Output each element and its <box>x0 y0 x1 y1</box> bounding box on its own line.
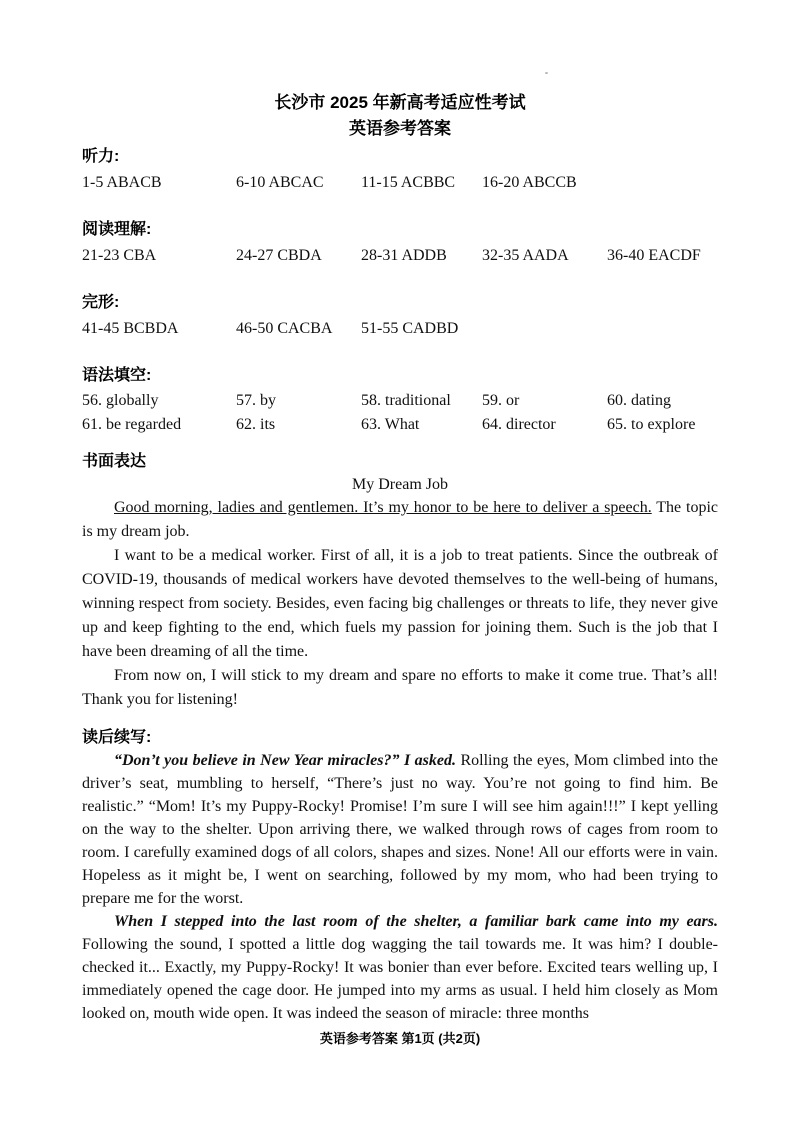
answer-cell: 24-27 CBDA <box>236 247 322 264</box>
answer-cell: 57. by <box>236 392 276 409</box>
answer-cell: 60. dating <box>607 392 671 409</box>
section-heading-listening: 听力: <box>82 148 120 165</box>
answer-row <box>82 318 718 340</box>
answer-cell <box>482 318 607 340</box>
answer-cell: 62. its <box>236 416 276 433</box>
answer-cell: 11-15 ACBBC <box>361 174 456 191</box>
section-heading-grammar: 语法填空: <box>82 367 152 384</box>
answer-cell: 65. to explore <box>607 416 696 433</box>
bold-italic-lead-2: When I stepped into the last room of the shelter, a familiar bark came into my ears. <box>114 913 718 930</box>
essay-paragraph-1 <box>82 496 718 544</box>
answer-row <box>82 389 718 413</box>
continuation-paragraph-1-rest: Rolling the eyes, Mom climbed into the driver’s seat, mumbling to herself, “There’s just no way. You’re not going to find him. Be realistic.” “Mom! It’s my Puppy-Rocky! Promise! I’m sure I will see him again!!!” I kept yelling on the way to the shelter. Upon arriving there, we walked through rows of cages from room to room. I carefully examined dogs of all colors, shapes and sizes. None! All our efforts were in vain. Hopeless as it might be, I went on searching, followed by my mom, who had been trying to prepare me for the worst. <box>82 752 718 907</box>
answer-row <box>82 413 718 437</box>
essay-paragraph-1-rest: The topic is my dream job. <box>82 499 719 540</box>
answer-cell: 41-45 BCBDA <box>82 320 179 337</box>
answer-cell: 36-40 EACDF <box>607 247 701 264</box>
doc-subtitle: 英语参考答案 <box>349 119 451 138</box>
answer-cell <box>607 172 718 194</box>
answer-cell: 61. be regarded <box>82 416 182 433</box>
answer-cell: 63. What <box>361 416 420 433</box>
answer-cell: 16-20 ABCCB <box>482 174 577 191</box>
answer-cell: 21-23 CBA <box>82 247 157 264</box>
underlined-sentence: Good morning, ladies and gentlemen. It’s my honor to be here to deliver a speech. <box>114 499 652 516</box>
answer-cell: 6-10 ABCAC <box>236 174 324 191</box>
bold-italic-lead-1: “Don’t you believe in New Year miracles?” I asked. <box>114 752 457 769</box>
section-heading-continuation: 读后续写: <box>82 729 152 746</box>
answer-row <box>82 245 718 267</box>
section-cloze <box>82 292 718 340</box>
section-essay <box>82 451 718 712</box>
scan-artifact-dot <box>545 72 548 74</box>
doc-title: 长沙市 2025 年新高考适应性考试 <box>274 93 526 112</box>
section-continuation <box>82 727 718 1025</box>
continuation-paragraph-1 <box>82 749 718 910</box>
essay-paragraph-3: From now on, I will stick to my dream and spare no efforts to make it come true. That’s all! Thank you for listening! <box>82 667 718 708</box>
page-footer: 英语参考答案 第1页 (共2页) <box>319 1031 481 1046</box>
essay-title: My Dream Job <box>352 476 448 493</box>
section-listening <box>82 146 718 194</box>
continuation-paragraph-2-rest: Following the sound, I spotted a little dog wagging the tail towards me. It was him? I double-checked it... Exactly, my Puppy-Rocky! It was bonier than ever before. Excited tears welling up, I immediately opened the cage door. He jumped into my arms as usual. I held him closely as Mom looked on, mouth wide open. It was indeed the season of miracle: three months <box>82 936 718 1022</box>
section-reading <box>82 219 718 267</box>
continuation-paragraph-2 <box>82 910 718 1025</box>
answer-cell: 59. or <box>482 392 520 409</box>
section-heading-essay: 书面表达 <box>82 453 147 470</box>
essay-paragraph-2: I want to be a medical worker. First of all, it is a job to treat patients. Since the outbreak of COVID-19, thousands of medical workers have devoted themselves to the well-being of humans, winning respect from society. Besides, even facing big challenges or threats to life, they never give up and keep fighting to the end, which fuels my passion for joining them. Such is the job that I have been dreaming of all the time. <box>82 547 718 660</box>
answer-cell: 28-31 ADDB <box>361 247 447 264</box>
answer-cell: 51-55 CADBD <box>361 320 459 337</box>
answer-cell: 64. director <box>482 416 556 433</box>
section-grammar <box>82 365 718 437</box>
answer-cell: 56. globally <box>82 392 159 409</box>
section-heading-reading: 阅读理解: <box>82 221 152 238</box>
answer-row <box>82 172 718 194</box>
answer-cell <box>607 318 718 340</box>
section-heading-cloze: 完形: <box>82 294 120 311</box>
answer-cell: 58. traditional <box>361 392 451 409</box>
answer-cell: 1-5 ABACB <box>82 174 162 191</box>
answer-cell: 32-35 AADA <box>482 247 569 264</box>
answer-cell: 46-50 CACBA <box>236 320 333 337</box>
